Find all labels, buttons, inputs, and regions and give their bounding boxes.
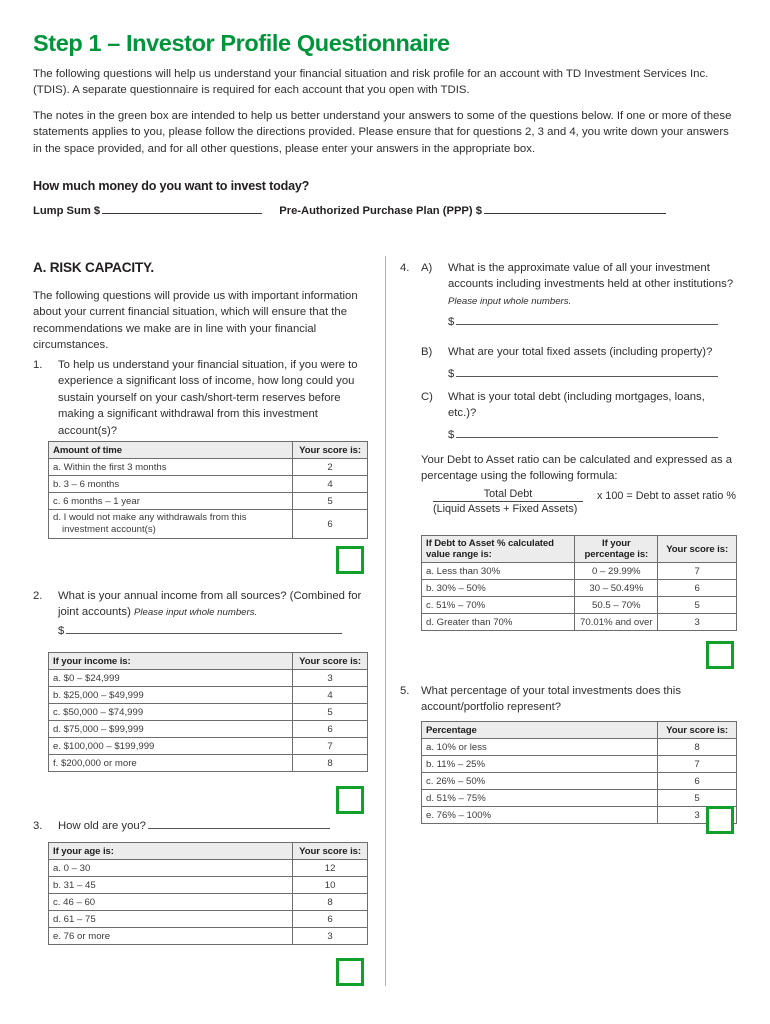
option-label: e. 76 or more [49, 928, 293, 945]
column-header-age: If your age is: [49, 843, 293, 860]
table-row [49, 911, 368, 928]
table-row [49, 877, 368, 894]
question-3-number: 3. [33, 820, 43, 832]
column-header-score: Your score is: [293, 442, 368, 459]
question-4b-input[interactable] [456, 366, 718, 377]
question-2-note: Please input whole numbers. [133, 607, 258, 619]
column-header-score: Your score is: [658, 536, 737, 563]
table-row [49, 894, 368, 911]
question-2-input[interactable] [66, 623, 342, 634]
dollar-sign: $ [448, 316, 455, 328]
option-label: b. 3 – 6 months [49, 476, 293, 493]
section-a-heading: A. RISK CAPACITY. [33, 260, 154, 275]
option-score: 12 [293, 860, 368, 877]
column-header-score: Your score is: [293, 653, 368, 670]
table-row [49, 493, 368, 510]
option-label: b. 11% – 25% [422, 756, 658, 773]
table-row [49, 755, 368, 772]
table-header-row [49, 653, 368, 670]
option-score: 5 [293, 704, 368, 721]
option-label: d. 61 – 75 [49, 911, 293, 928]
invest-today-fields [33, 203, 739, 217]
option-label: d. Greater than 70% [422, 614, 575, 631]
option-score: 6 [293, 721, 368, 738]
table-row [422, 580, 737, 597]
option-label: a. 0 – 30 [49, 860, 293, 877]
option-label: a. Within the first 3 months [49, 459, 293, 476]
column-header-income: If your income is: [49, 653, 293, 670]
table-row [422, 756, 737, 773]
lump-sum-input[interactable] [102, 203, 262, 214]
option-label-line-1: d. I would not make any withdrawals from this [53, 512, 247, 523]
question-2-number: 2. [33, 590, 43, 602]
invest-today-heading: How much money do you want to invest today? [33, 179, 310, 193]
option-label: f. $200,000 or more [49, 755, 293, 772]
question-2-main-text: What is your annual income from all sources? (Combined for joint accounts) [58, 590, 362, 619]
question-2-score-table [48, 652, 368, 772]
option-score: 5 [658, 790, 737, 807]
option-percentage: 70.01% and over [575, 614, 658, 631]
dollar-sign: $ [58, 625, 65, 637]
column-header-percentage: Percentage [422, 722, 658, 739]
question-4a-input[interactable] [456, 314, 718, 325]
formula-denominator: (Liquid Assets + Fixed Assets) [433, 503, 578, 515]
question-4c-input[interactable] [456, 427, 718, 438]
table-row [422, 773, 737, 790]
column-header-amount-of-time: Amount of time [49, 442, 293, 459]
question-4c-input-row [448, 427, 718, 441]
option-score: 3 [293, 928, 368, 945]
question-5-text: What percentage of your total investments does this account/portfolio represent? [421, 685, 681, 714]
ppp-input[interactable] [484, 203, 666, 214]
table-row [422, 614, 737, 631]
option-percentage: 50.5 – 70% [575, 597, 658, 614]
option-score: 3 [293, 670, 368, 687]
option-label-line-2: investment account(s) [62, 524, 156, 535]
formula-multiplier: x 100 = Debt to asset ratio % [597, 490, 736, 502]
option-label: c. 51% – 70% [422, 597, 575, 614]
table-row [49, 860, 368, 877]
option-score: 6 [658, 580, 737, 597]
table-row [49, 721, 368, 738]
question-3-row [58, 818, 330, 832]
option-label: a. Less than 30% [422, 563, 575, 580]
table-row [49, 738, 368, 755]
table-row [422, 739, 737, 756]
option-percentage: 0 – 29.99% [575, 563, 658, 580]
table-row [422, 597, 737, 614]
question-3-input[interactable] [148, 818, 330, 829]
question-3-answer-box[interactable] [336, 958, 364, 986]
table-row [49, 476, 368, 493]
option-label: c. 26% – 50% [422, 773, 658, 790]
option-label: d. 51% – 75% [422, 790, 658, 807]
column-divider [385, 256, 386, 986]
question-4b-input-row [448, 366, 718, 380]
question-4a-input-row [448, 314, 718, 328]
question-2-text [58, 588, 373, 622]
debt-to-asset-intro: Your Debt to Asset ratio can be calculated and expressed as a percentage using the following formula: [421, 454, 733, 483]
option-score: 8 [293, 755, 368, 772]
question-5-answer-box[interactable] [706, 806, 734, 834]
question-5-score-table [421, 721, 737, 824]
table-row [49, 928, 368, 945]
question-4b-text: What are your total fixed assets (including property)? [448, 346, 713, 358]
option-score: 5 [658, 597, 737, 614]
question-1-score-table [48, 441, 368, 539]
intro-paragraph-1: The following questions will help us understand your financial situation and risk profile for an account with TD Investment Services Inc. (TDIS). A separate questionnaire is required for each account that you open with TDIS. [33, 68, 709, 97]
option-score: 2 [293, 459, 368, 476]
option-score: 6 [293, 510, 368, 539]
dollar-sign: $ [448, 429, 455, 441]
question-1-number: 1. [33, 359, 43, 371]
question-2-input-row [58, 623, 342, 637]
table-row [49, 687, 368, 704]
question-4a-note: Please input whole numbers. [448, 295, 572, 307]
option-label: c. 46 – 60 [49, 894, 293, 911]
option-label: b. 30% – 50% [422, 580, 575, 597]
option-label: a. $0 – $24,999 [49, 670, 293, 687]
table-header-row [422, 536, 737, 563]
table-row [422, 790, 737, 807]
option-label: e. $100,000 – $199,999 [49, 738, 293, 755]
option-score: 7 [293, 738, 368, 755]
option-score: 7 [658, 563, 737, 580]
question-3-text: How old are you? [58, 820, 146, 832]
option-score: 8 [293, 894, 368, 911]
table-header-row [49, 442, 368, 459]
debt-to-asset-formula [433, 488, 739, 515]
option-label: b. 31 – 45 [49, 877, 293, 894]
question-5-number: 5. [400, 685, 410, 697]
question-4a-letter: A) [421, 262, 433, 274]
table-row [49, 510, 368, 539]
table-row [49, 459, 368, 476]
question-4-score-table [421, 535, 737, 631]
question-4-answer-box[interactable] [706, 641, 734, 669]
page-title: Step 1 – Investor Profile Questionnaire [33, 30, 450, 56]
option-label: e. 76% – 100% [422, 807, 658, 824]
option-score: 7 [658, 756, 737, 773]
option-score: 6 [293, 911, 368, 928]
option-label: b. $25,000 – $49,999 [49, 687, 293, 704]
option-label: c. $50,000 – $74,999 [49, 704, 293, 721]
question-4-number: 4. [400, 262, 410, 274]
dollar-sign: $ [448, 368, 455, 380]
option-score: 8 [658, 739, 737, 756]
table-row [422, 807, 737, 824]
option-score: 6 [658, 773, 737, 790]
option-score: 5 [293, 493, 368, 510]
option-score: 3 [658, 807, 737, 824]
table-row [422, 563, 737, 580]
column-header-score: Your score is: [658, 722, 737, 739]
question-3-score-table [48, 842, 368, 945]
question-4c-text: What is your total debt (including mortgages, loans, etc.)? [448, 391, 705, 420]
formula-numerator: Total Debt [433, 488, 583, 502]
option-label: c. 6 months – 1 year [49, 493, 293, 510]
question-2-answer-box[interactable] [336, 786, 364, 814]
ppp-label: Pre-Authorized Purchase Plan (PPP) $ [279, 205, 482, 217]
option-label: d. $75,000 – $99,999 [49, 721, 293, 738]
option-label [49, 510, 293, 539]
column-header-score: Your score is: [293, 843, 368, 860]
section-a-intro: The following questions will provide us with important information about your current financial situation, which will ensure that the recommendations we make are in line with your financial circumstances. [33, 290, 358, 352]
option-label: a. 10% or less [422, 739, 658, 756]
column-header-percentage: If your percentage is: [575, 536, 658, 563]
intro-paragraph-2: The notes in the green box are intended to help us better understand your answers to some of the questions below. If one or more of these statements applies to you, please follow the directions provided. Please ensure that for questions 2, 3 and 4, you write down your answers in the space provided, and for all other questions, please enter your answers in the appropriate box. [33, 110, 732, 155]
table-header-row [422, 722, 737, 739]
question-4b-letter: B) [421, 346, 433, 358]
option-score: 10 [293, 877, 368, 894]
column-header-debt-to-asset-range: If Debt to Asset % calculated value range is: [422, 536, 575, 563]
question-4c-letter: C) [421, 391, 433, 403]
table-row [49, 670, 368, 687]
question-1-text: To help us understand your financial situation, if you were to experience a significant loss of income, how long could you sustain yourself on your cash/short-term reserves before making a significant withdrawal from this investment account(s)? [58, 359, 358, 437]
option-score: 4 [293, 476, 368, 493]
question-1-answer-box[interactable] [336, 546, 364, 574]
table-row [49, 704, 368, 721]
option-score: 4 [293, 687, 368, 704]
lump-sum-label: Lump Sum $ [33, 205, 101, 217]
option-percentage: 30 – 50.49% [575, 580, 658, 597]
question-4a-main-text: What is the approximate value of all your investment accounts including investments held at other institutions? [448, 262, 734, 291]
option-score: 3 [658, 614, 737, 631]
table-header-row [49, 843, 368, 860]
question-4a-text [448, 260, 738, 310]
